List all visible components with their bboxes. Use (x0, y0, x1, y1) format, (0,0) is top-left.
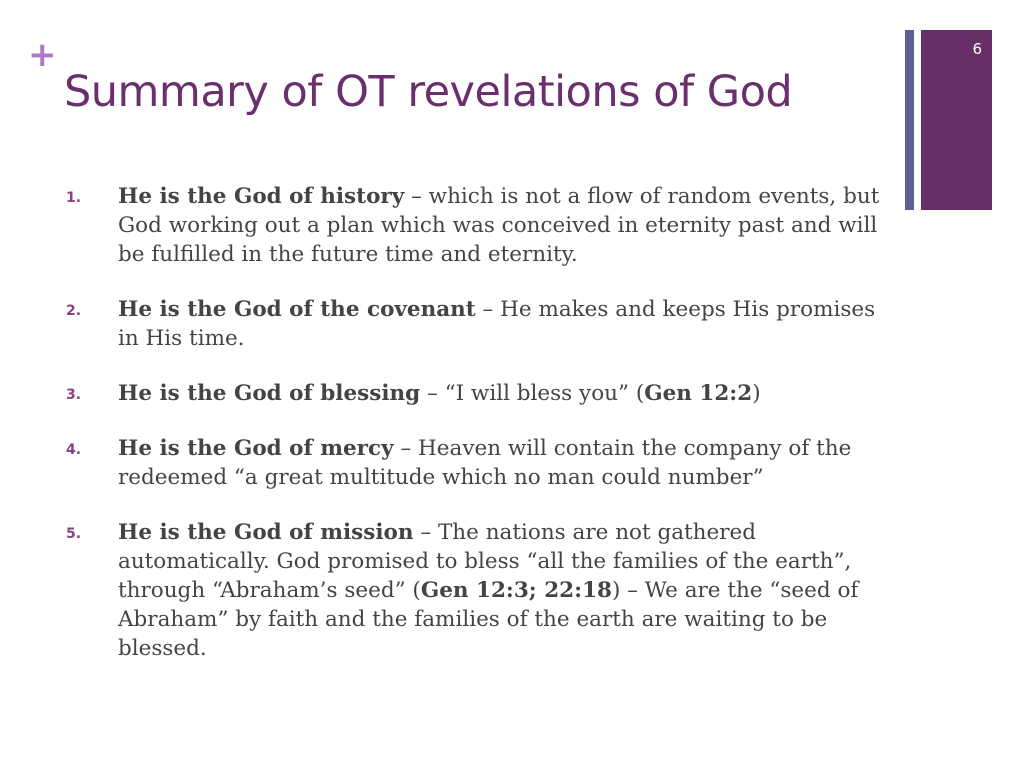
accent-bar (905, 30, 914, 210)
list-item-lead: He is the God of mission (118, 520, 414, 545)
list-item-text: – Heaven will contain the company of the redeemed “a great multitude which no man could number” (118, 436, 852, 490)
list-item-lead: He is the God of the covenant (118, 297, 476, 322)
slide-number-box (921, 30, 992, 210)
slide-number: 6 (972, 40, 982, 58)
list-item-number: 5. (66, 526, 82, 542)
list-item-lead: He is the God of mercy (118, 436, 394, 461)
list-item-number: 3. (66, 387, 82, 403)
list-item-lead: He is the God of history (118, 184, 405, 209)
list-item (66, 434, 898, 492)
list-item (66, 182, 898, 269)
list-item (66, 379, 898, 408)
list-item-number: 2. (66, 303, 82, 319)
list-item-number: 1. (66, 190, 82, 206)
list-item (66, 518, 898, 663)
list-item-text-after: ) (752, 381, 761, 406)
scripture-reference: Gen 12:2 (644, 381, 753, 406)
list-item-text: – He makes and keeps His promises in His time. (118, 297, 876, 351)
list-item-text: – The nations are not gathered automatically. God promised to bless “all the families of the earth”, through “Abraham’s seed” ( (118, 520, 852, 603)
list-item (66, 295, 898, 353)
list-item-lead: He is the God of blessing (118, 381, 421, 406)
slide-title: Summary of OT revelations of God (64, 67, 793, 117)
list-item-text: – which is not a flow of random events, but God working out a plan which was conceived in eternity past and will be fulfilled in the future time and eternity. (118, 184, 880, 267)
scripture-reference: Gen 12:3; 22:18 (420, 578, 612, 603)
revelations-list (66, 182, 898, 689)
list-item-text-after: ) – We are the “seed of Abraham” by faith and the families of the earth are waiting to be blessed. (118, 578, 859, 661)
list-item-number: 4. (66, 442, 82, 458)
plus-symbol: + (28, 35, 57, 75)
list-item-text: – “I will bless you” ( (420, 381, 645, 406)
